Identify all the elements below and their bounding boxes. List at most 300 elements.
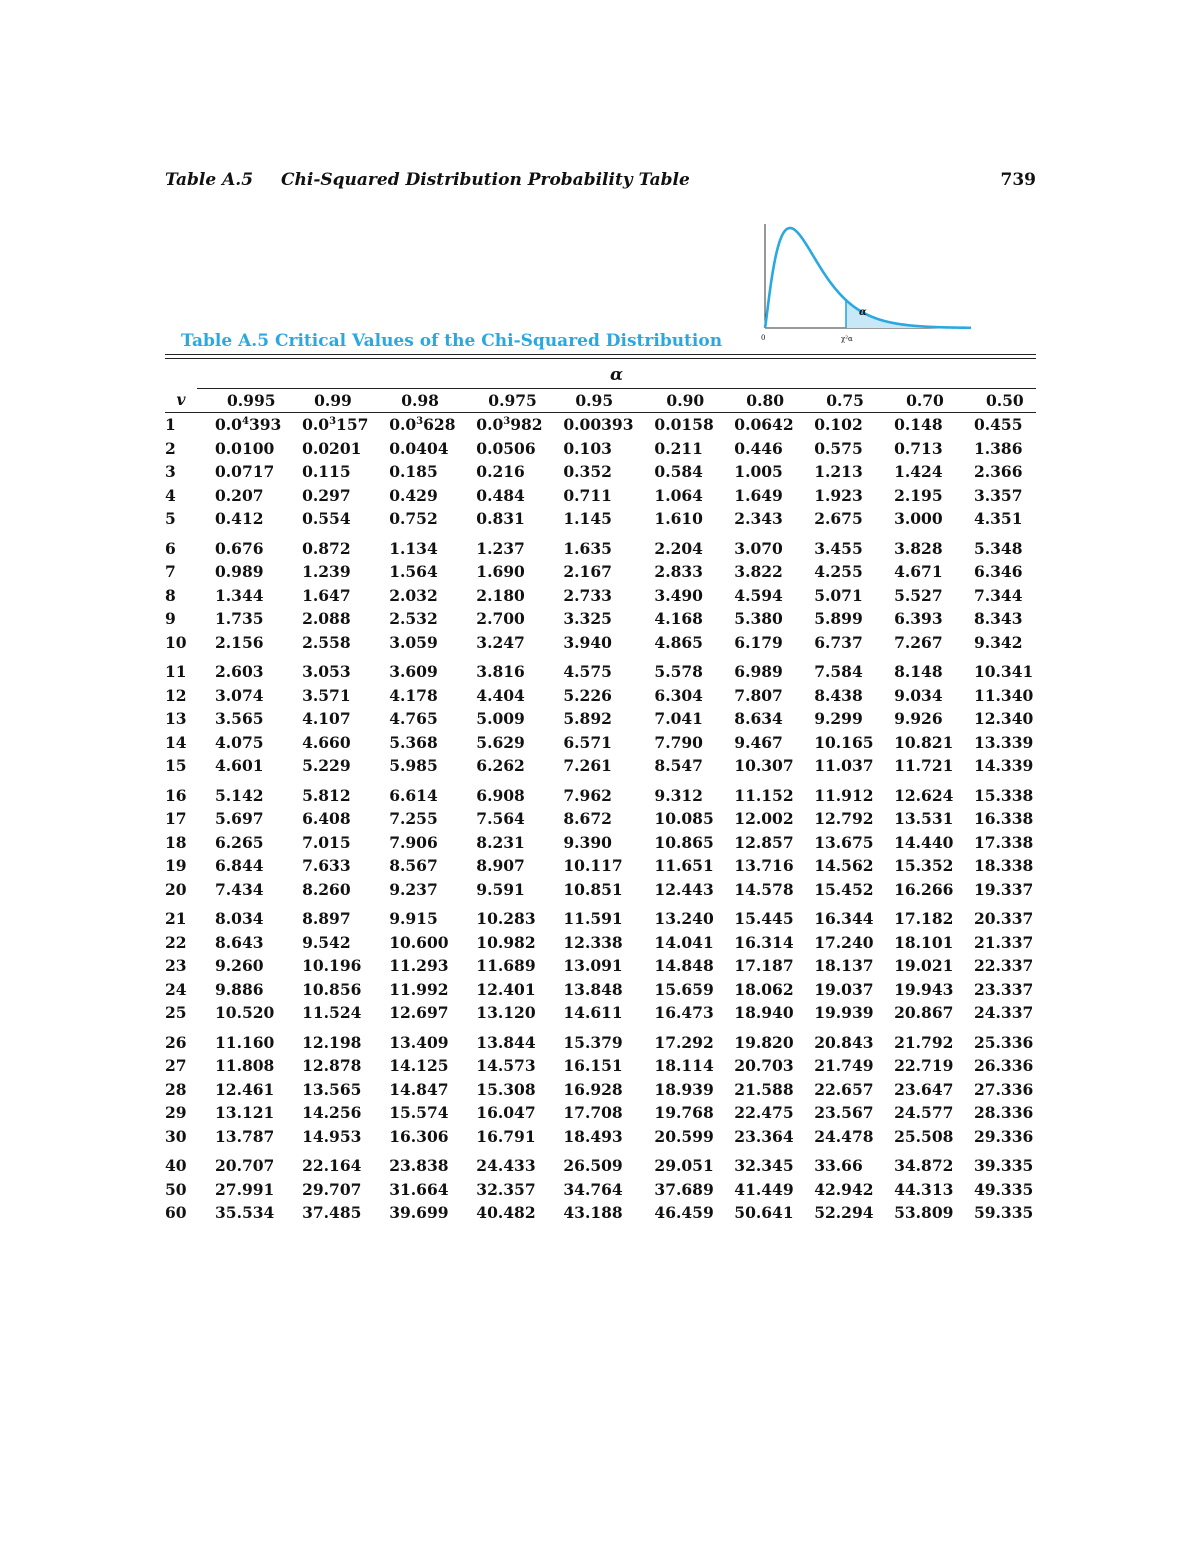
critical-value-cell: 22.475 bbox=[734, 1103, 794, 1122]
degrees-of-freedom-cell: 8 bbox=[165, 585, 176, 605]
critical-value-cell: 0.0404 bbox=[389, 438, 449, 458]
critical-value-cell: 21.792 bbox=[894, 1032, 954, 1052]
critical-value-cell: 3.490 bbox=[654, 585, 703, 605]
critical-value-cell: 11.651 bbox=[654, 856, 714, 875]
critical-value-cell: 6.571 bbox=[563, 732, 612, 752]
critical-value-cell: 0.446 bbox=[734, 438, 783, 458]
table-row bbox=[165, 1148, 1036, 1178]
critical-value-cell: 5.899 bbox=[814, 609, 863, 628]
critical-value-cell: 27.991 bbox=[215, 1179, 275, 1199]
critical-value-cell: 13.409 bbox=[389, 1032, 449, 1052]
value-base: 0.0 bbox=[389, 415, 417, 434]
critical-value-cell: 9.467 bbox=[734, 732, 783, 752]
table-top-rule-inner bbox=[165, 358, 1036, 359]
critical-value-cell: 5.985 bbox=[389, 756, 438, 775]
table-row bbox=[165, 437, 1036, 461]
table-row bbox=[165, 1178, 1036, 1202]
critical-value-cell: 0.831 bbox=[476, 509, 525, 528]
critical-value-cell: 13.120 bbox=[476, 1003, 536, 1022]
critical-value-cell: 13.716 bbox=[734, 856, 794, 875]
figure-density-curve bbox=[765, 228, 971, 328]
column-header-alpha: 0.90 bbox=[636, 388, 716, 413]
critical-value-cell: 5.697 bbox=[215, 809, 264, 828]
critical-value-cell: 9.342 bbox=[973, 632, 1023, 652]
critical-value-cell: 10.520 bbox=[215, 1003, 275, 1022]
critical-value-cell: 3.000 bbox=[894, 509, 943, 528]
critical-value-cell: 37.485 bbox=[302, 1203, 362, 1222]
value-exponent: 3 bbox=[416, 415, 424, 427]
critical-value-cell: 18.939 bbox=[654, 1079, 714, 1099]
critical-value-cell: 6.737 bbox=[814, 632, 863, 652]
critical-value-cell: 13.844 bbox=[476, 1032, 536, 1052]
critical-value-cell: 3.070 bbox=[734, 538, 783, 558]
critical-value-cell: 15.574 bbox=[389, 1103, 449, 1122]
degrees-of-freedom-cell: 11 bbox=[165, 662, 187, 681]
critical-value-cell: 0.575 bbox=[814, 438, 863, 458]
critical-value-cell: 34.764 bbox=[563, 1179, 623, 1199]
critical-value-cell: 26.336 bbox=[973, 1056, 1034, 1075]
critical-value-cell: 11.340 bbox=[973, 685, 1034, 705]
critical-value-cell: 18.114 bbox=[654, 1056, 714, 1075]
critical-value-cell: 16.473 bbox=[654, 1003, 714, 1022]
critical-value-cell: 18.338 bbox=[973, 856, 1034, 875]
degrees-of-freedom-cell: 12 bbox=[165, 685, 187, 705]
critical-value-cell: 21.749 bbox=[814, 1056, 874, 1075]
table-row bbox=[165, 901, 1036, 931]
table-row bbox=[165, 654, 1036, 684]
critical-value-cell: 18.101 bbox=[894, 932, 954, 952]
critical-value-cell: 1.005 bbox=[734, 462, 783, 481]
critical-value-cell: 32.345 bbox=[734, 1156, 794, 1175]
critical-value-cell: 0.185 bbox=[389, 462, 438, 481]
critical-value-cell: 7.564 bbox=[476, 809, 525, 828]
critical-value-cell: 3.059 bbox=[389, 632, 438, 652]
critical-value-cell: 12.443 bbox=[654, 879, 714, 899]
critical-value-cell: 1.424 bbox=[894, 462, 943, 481]
critical-value-cell: 9.312 bbox=[654, 785, 703, 805]
critical-value-cell: 19.337 bbox=[973, 879, 1034, 899]
table-row bbox=[165, 1078, 1036, 1102]
critical-value-cell: 0.412 bbox=[215, 509, 264, 528]
critical-value-cell: 0.0158 bbox=[654, 415, 714, 434]
degrees-of-freedom-cell: 5 bbox=[165, 509, 176, 528]
table-row bbox=[165, 531, 1036, 561]
critical-value-cell: 19.021 bbox=[894, 956, 954, 975]
critical-value-cell: 20.707 bbox=[215, 1156, 275, 1175]
critical-value-cell: 1.647 bbox=[302, 585, 351, 605]
critical-value-cell: 7.344 bbox=[973, 585, 1023, 605]
critical-value-cell: 21.337 bbox=[973, 932, 1034, 952]
degrees-of-freedom-cell: 16 bbox=[165, 785, 187, 805]
critical-value-cell: 4.575 bbox=[563, 662, 612, 681]
critical-value-cell: 3.074 bbox=[215, 685, 264, 705]
critical-value-cell: 23.838 bbox=[389, 1156, 449, 1175]
critical-value-cell: 1.635 bbox=[563, 538, 612, 558]
critical-value-cell: 1.239 bbox=[302, 562, 351, 581]
critical-value-cell: 20.337 bbox=[973, 909, 1034, 928]
critical-value-cell: 16.338 bbox=[973, 809, 1034, 828]
critical-value-cell: 8.547 bbox=[654, 756, 703, 775]
critical-value-cell: 3.828 bbox=[894, 538, 943, 558]
critical-value-cell: 0.554 bbox=[302, 509, 351, 528]
critical-value-cell: 4.107 bbox=[302, 709, 351, 728]
table-row bbox=[165, 831, 1036, 855]
critical-value-cell: 11.689 bbox=[476, 956, 536, 975]
critical-value-cell: 3.565 bbox=[215, 709, 264, 728]
critical-value-cell: 37.689 bbox=[654, 1179, 714, 1199]
critical-value-cell: 10.865 bbox=[654, 832, 714, 852]
critical-value-cell: 17.187 bbox=[734, 956, 794, 975]
critical-value-cell: 6.262 bbox=[476, 756, 525, 775]
critical-value-cell: 2.833 bbox=[654, 562, 703, 581]
critical-value-cell: 5.812 bbox=[302, 785, 351, 805]
value-digits: 628 bbox=[423, 415, 456, 434]
critical-value-cell: 1.344 bbox=[215, 585, 264, 605]
critical-value-cell: 24.577 bbox=[894, 1103, 954, 1122]
degrees-of-freedom-cell: 15 bbox=[165, 756, 187, 775]
critical-value-cell: 28.336 bbox=[973, 1103, 1034, 1122]
degrees-of-freedom-cell: 13 bbox=[165, 709, 187, 728]
critical-value-cell: 2.195 bbox=[894, 485, 943, 505]
critical-value-cell: 14.847 bbox=[389, 1079, 449, 1099]
degrees-of-freedom-cell: 17 bbox=[165, 809, 187, 828]
critical-value-cell: 2.675 bbox=[814, 509, 863, 528]
critical-value-cell: 8.438 bbox=[814, 685, 863, 705]
column-header-alpha: 0.98 bbox=[371, 388, 458, 413]
table-body bbox=[165, 413, 1036, 1225]
critical-value-cell: 6.408 bbox=[302, 809, 351, 828]
running-head-label bbox=[165, 170, 690, 190]
critical-value-cell: 9.260 bbox=[215, 956, 264, 975]
table-row bbox=[165, 484, 1036, 508]
critical-value-cell: 4.404 bbox=[476, 685, 525, 705]
critical-value-cell: 3.822 bbox=[734, 562, 783, 581]
critical-value-cell: 9.915 bbox=[389, 909, 438, 928]
critical-value-cell: 40.482 bbox=[476, 1203, 536, 1222]
critical-value-cell bbox=[371, 413, 458, 437]
degrees-of-freedom-cell: 21 bbox=[165, 909, 187, 928]
critical-value-cell: 7.790 bbox=[654, 732, 703, 752]
critical-value-cell: 16.266 bbox=[894, 879, 954, 899]
degrees-of-freedom-cell: 29 bbox=[165, 1103, 187, 1122]
critical-value-cell: 14.578 bbox=[734, 879, 794, 899]
critical-value-cell: 0.676 bbox=[215, 538, 264, 558]
critical-value-cell: 7.584 bbox=[814, 662, 863, 681]
critical-value-cell: 59.335 bbox=[973, 1203, 1034, 1222]
critical-value-cell: 23.337 bbox=[973, 979, 1034, 999]
critical-value-cell: 5.892 bbox=[563, 709, 612, 728]
critical-value-cell: 25.336 bbox=[973, 1032, 1034, 1052]
degrees-of-freedom-cell: 25 bbox=[165, 1003, 187, 1022]
table-row bbox=[165, 684, 1036, 708]
degrees-of-freedom-cell: 14 bbox=[165, 732, 187, 752]
critical-value-cell: 1.145 bbox=[563, 509, 612, 528]
critical-value-cell: 4.660 bbox=[302, 732, 351, 752]
critical-value-cell: 27.336 bbox=[973, 1079, 1034, 1099]
critical-value-cell: 15.338 bbox=[973, 785, 1034, 805]
critical-value-cell bbox=[458, 413, 545, 437]
critical-value-cell: 4.865 bbox=[654, 632, 703, 652]
critical-value-cell: 6.614 bbox=[389, 785, 438, 805]
critical-value-cell: 5.009 bbox=[476, 709, 525, 728]
critical-value-cell: 10.851 bbox=[563, 879, 623, 899]
critical-value-cell: 2.167 bbox=[563, 562, 612, 581]
critical-value-cell: 4.601 bbox=[215, 756, 264, 775]
critical-value-cell: 4.075 bbox=[215, 732, 264, 752]
table-row bbox=[165, 507, 1036, 531]
value-base: 0.0 bbox=[476, 415, 504, 434]
critical-value-cell: 0.148 bbox=[894, 415, 943, 434]
critical-value-cell: 20.843 bbox=[814, 1032, 874, 1052]
critical-value-cell: 0.297 bbox=[302, 485, 351, 505]
degrees-of-freedom-cell: 24 bbox=[165, 979, 187, 999]
critical-value-cell: 12.401 bbox=[476, 979, 536, 999]
critical-value-cell: 13.121 bbox=[215, 1103, 275, 1122]
critical-value-cell: 8.148 bbox=[894, 662, 943, 681]
critical-value-cell: 6.304 bbox=[654, 685, 703, 705]
critical-value-cell: 12.792 bbox=[814, 809, 874, 828]
chi-squared-table bbox=[165, 364, 1036, 1225]
critical-value-cell: 11.721 bbox=[894, 756, 954, 775]
critical-value-cell: 2.204 bbox=[654, 538, 703, 558]
alpha-row-spacer bbox=[165, 364, 197, 388]
critical-value-cell: 44.313 bbox=[894, 1179, 954, 1199]
value-exponent: 3 bbox=[329, 415, 337, 427]
critical-value-cell: 0.711 bbox=[563, 485, 612, 505]
column-header-alpha: 0.70 bbox=[876, 388, 956, 413]
critical-value-cell: 12.857 bbox=[734, 832, 794, 852]
critical-value-cell: 4.168 bbox=[654, 609, 703, 628]
critical-value-cell: 22.337 bbox=[973, 956, 1034, 975]
critical-value-cell: 0.211 bbox=[654, 438, 703, 458]
critical-value-cell: 18.493 bbox=[563, 1126, 623, 1146]
alpha-header-row bbox=[165, 364, 1036, 388]
critical-value-cell: 0.752 bbox=[389, 509, 438, 528]
critical-value-cell: 0.0506 bbox=[476, 438, 536, 458]
table-row bbox=[165, 631, 1036, 655]
critical-value-cell: 34.872 bbox=[894, 1156, 954, 1175]
critical-value-cell: 8.897 bbox=[302, 909, 351, 928]
critical-value-cell: 2.088 bbox=[302, 609, 351, 628]
table-row bbox=[165, 1125, 1036, 1149]
critical-value-cell: 14.339 bbox=[973, 756, 1034, 775]
critical-value-cell: 14.041 bbox=[654, 932, 714, 952]
degrees-of-freedom-cell: 20 bbox=[165, 879, 187, 899]
critical-value-cell: 17.338 bbox=[973, 832, 1034, 852]
critical-value-cell: 0.102 bbox=[814, 415, 863, 434]
table-row bbox=[165, 1001, 1036, 1025]
column-header-alpha: 0.99 bbox=[284, 388, 371, 413]
column-header-alpha: 0.95 bbox=[545, 388, 636, 413]
degrees-of-freedom-cell: 50 bbox=[165, 1179, 187, 1199]
critical-value-cell: 13.565 bbox=[302, 1079, 362, 1099]
critical-value-cell: 0.0717 bbox=[215, 462, 275, 481]
critical-value-cell: 26.509 bbox=[563, 1156, 623, 1175]
column-header-row bbox=[165, 388, 1036, 413]
critical-value-cell: 8.672 bbox=[563, 809, 612, 828]
critical-value-cell: 0.0201 bbox=[302, 438, 362, 458]
page-number: 739 bbox=[1000, 170, 1036, 190]
critical-value-cell: 12.461 bbox=[215, 1079, 275, 1099]
value-exponent: 4 bbox=[241, 415, 249, 427]
critical-value-cell: 15.445 bbox=[734, 909, 794, 928]
value-base: 0.0 bbox=[302, 415, 330, 434]
critical-value-cell: 16.047 bbox=[476, 1103, 536, 1122]
critical-value-cell: 3.053 bbox=[302, 662, 351, 681]
table-row bbox=[165, 460, 1036, 484]
running-head bbox=[165, 170, 1036, 190]
critical-value-cell: 6.844 bbox=[215, 856, 264, 875]
chi-squared-density-figure bbox=[755, 220, 980, 350]
critical-value-cell: 41.449 bbox=[734, 1179, 794, 1199]
critical-value-cell: 16.344 bbox=[814, 909, 874, 928]
critical-value-cell: 0.989 bbox=[215, 562, 264, 581]
critical-value-cell: 16.791 bbox=[476, 1126, 536, 1146]
critical-value-cell: 8.634 bbox=[734, 709, 783, 728]
critical-value-cell: 49.335 bbox=[973, 1179, 1034, 1199]
critical-value-cell: 1.610 bbox=[654, 509, 703, 528]
critical-value-cell: 7.633 bbox=[302, 856, 351, 875]
value-exponent: 3 bbox=[503, 415, 511, 427]
critical-value-cell: 10.085 bbox=[654, 809, 714, 828]
table-top-rule bbox=[165, 354, 1036, 355]
degrees-of-freedom-cell: 28 bbox=[165, 1079, 187, 1099]
critical-value-cell: 2.032 bbox=[389, 585, 438, 605]
critical-value-cell: 1.213 bbox=[814, 462, 863, 481]
critical-value-cell: 14.573 bbox=[476, 1056, 536, 1075]
degrees-of-freedom-cell: 2 bbox=[165, 438, 176, 458]
critical-value-cell: 4.351 bbox=[973, 509, 1023, 528]
critical-value-cell: 14.125 bbox=[389, 1056, 449, 1075]
critical-value-cell: 14.848 bbox=[654, 956, 714, 975]
critical-value-cell: 4.671 bbox=[894, 562, 943, 581]
critical-value-cell: 1.064 bbox=[654, 485, 703, 505]
critical-value-cell: 12.878 bbox=[302, 1056, 362, 1075]
critical-value-cell: 10.196 bbox=[302, 956, 362, 975]
critical-value-cell: 20.599 bbox=[654, 1126, 714, 1146]
critical-value-cell: 14.562 bbox=[814, 856, 874, 875]
critical-value-cell: 6.265 bbox=[215, 832, 264, 852]
table-row bbox=[165, 954, 1036, 978]
degrees-of-freedom-cell: 27 bbox=[165, 1056, 187, 1075]
critical-value-cell: 50.641 bbox=[734, 1203, 794, 1222]
critical-value-cell: 11.912 bbox=[814, 785, 874, 805]
critical-value-cell: 9.591 bbox=[476, 879, 525, 899]
critical-value-cell: 15.379 bbox=[563, 1032, 623, 1052]
degrees-of-freedom-cell: 19 bbox=[165, 856, 187, 875]
table-row bbox=[165, 854, 1036, 878]
critical-value-cell: 0.00393 bbox=[563, 415, 634, 434]
alpha-symbol: α bbox=[197, 364, 1036, 388]
critical-value-cell: 14.440 bbox=[894, 832, 954, 852]
value-digits: 157 bbox=[336, 415, 369, 434]
critical-value-cell: 8.034 bbox=[215, 909, 264, 928]
critical-value-cell: 7.267 bbox=[894, 632, 943, 652]
critical-value-cell: 5.629 bbox=[476, 732, 525, 752]
critical-value-cell: 14.953 bbox=[302, 1126, 362, 1146]
critical-value-cell: 19.939 bbox=[814, 1003, 874, 1022]
critical-value-cell: 2.343 bbox=[734, 509, 783, 528]
critical-value-cell: 12.697 bbox=[389, 1003, 449, 1022]
critical-value-cell: 3.357 bbox=[973, 485, 1023, 505]
critical-value-cell: 13.531 bbox=[894, 809, 954, 828]
critical-value-cell: 1.386 bbox=[973, 438, 1023, 458]
critical-value-cell: 6.346 bbox=[973, 562, 1023, 581]
critical-value-cell: 5.142 bbox=[215, 785, 264, 805]
critical-value-cell: 0.0642 bbox=[734, 415, 794, 434]
critical-value-cell: 24.337 bbox=[973, 1003, 1034, 1022]
critical-value-cell: 13.675 bbox=[814, 832, 874, 852]
degrees-of-freedom-cell: 30 bbox=[165, 1126, 187, 1146]
critical-value-cell: 2.733 bbox=[563, 585, 612, 605]
critical-value-cell: 42.942 bbox=[814, 1179, 874, 1199]
critical-value-cell: 5.578 bbox=[654, 662, 703, 681]
critical-value-cell: 25.508 bbox=[894, 1126, 954, 1146]
critical-value-cell: 3.325 bbox=[563, 609, 612, 628]
critical-value-cell: 17.292 bbox=[654, 1032, 714, 1052]
value-digits: 393 bbox=[248, 415, 282, 434]
table-row bbox=[165, 1054, 1036, 1078]
table-row bbox=[165, 413, 1036, 437]
critical-value-cell: 3.816 bbox=[476, 662, 525, 681]
degrees-of-freedom-cell: 6 bbox=[165, 538, 176, 558]
critical-value-cell: 5.380 bbox=[734, 609, 783, 628]
critical-value-cell: 15.352 bbox=[894, 856, 954, 875]
critical-value-cell: 1.923 bbox=[814, 485, 863, 505]
critical-value-cell: 11.293 bbox=[389, 956, 449, 975]
critical-value-cell: 2.366 bbox=[973, 462, 1023, 481]
critical-value-cell: 16.314 bbox=[734, 932, 794, 952]
critical-value-cell: 23.567 bbox=[814, 1103, 874, 1122]
critical-value-cell: 1.690 bbox=[476, 562, 525, 581]
critical-value-cell: 0.207 bbox=[215, 485, 264, 505]
critical-value-cell: 19.943 bbox=[894, 979, 954, 999]
critical-value-cell: 7.261 bbox=[563, 756, 612, 775]
critical-value-cell: 4.178 bbox=[389, 685, 438, 705]
critical-value-cell: 18.137 bbox=[814, 956, 874, 975]
critical-value-cell: 11.524 bbox=[302, 1003, 362, 1022]
degrees-of-freedom-cell: 10 bbox=[165, 632, 187, 652]
critical-value-cell: 7.962 bbox=[563, 785, 612, 805]
column-header-alpha: 0.75 bbox=[796, 388, 876, 413]
critical-value-cell: 3.940 bbox=[563, 632, 612, 652]
figure-critical-label: χ²α bbox=[841, 335, 853, 343]
critical-value-cell: 24.433 bbox=[476, 1156, 536, 1175]
critical-value-cell: 13.240 bbox=[654, 909, 714, 928]
critical-value-cell: 5.229 bbox=[302, 756, 351, 775]
value-digits: 982 bbox=[510, 415, 543, 434]
critical-value-cell: 2.603 bbox=[215, 662, 264, 681]
critical-value-cell bbox=[197, 413, 284, 437]
critical-value-cell: 1.134 bbox=[389, 538, 438, 558]
degrees-of-freedom-cell: 23 bbox=[165, 956, 187, 975]
critical-value-cell: 43.188 bbox=[563, 1203, 623, 1222]
critical-value-cell: 2.180 bbox=[476, 585, 525, 605]
critical-value-cell: 13.091 bbox=[563, 956, 623, 975]
critical-value-cell: 18.062 bbox=[734, 979, 794, 999]
critical-value-cell: 1.735 bbox=[215, 609, 264, 628]
running-head-section: Table A.5 bbox=[165, 170, 254, 190]
critical-value-cell: 33.66 bbox=[814, 1156, 863, 1175]
critical-value-cell: 13.339 bbox=[973, 732, 1034, 752]
critical-value-cell: 9.034 bbox=[894, 685, 943, 705]
critical-value-cell: 35.534 bbox=[215, 1203, 275, 1222]
table-row bbox=[165, 1025, 1036, 1055]
critical-value-cell: 1.564 bbox=[389, 562, 438, 581]
running-head-title: Chi-Squared Distribution Probability Table bbox=[280, 170, 690, 190]
critical-value-cell: 12.338 bbox=[563, 932, 623, 952]
column-header-alpha: 0.995 bbox=[197, 388, 284, 413]
